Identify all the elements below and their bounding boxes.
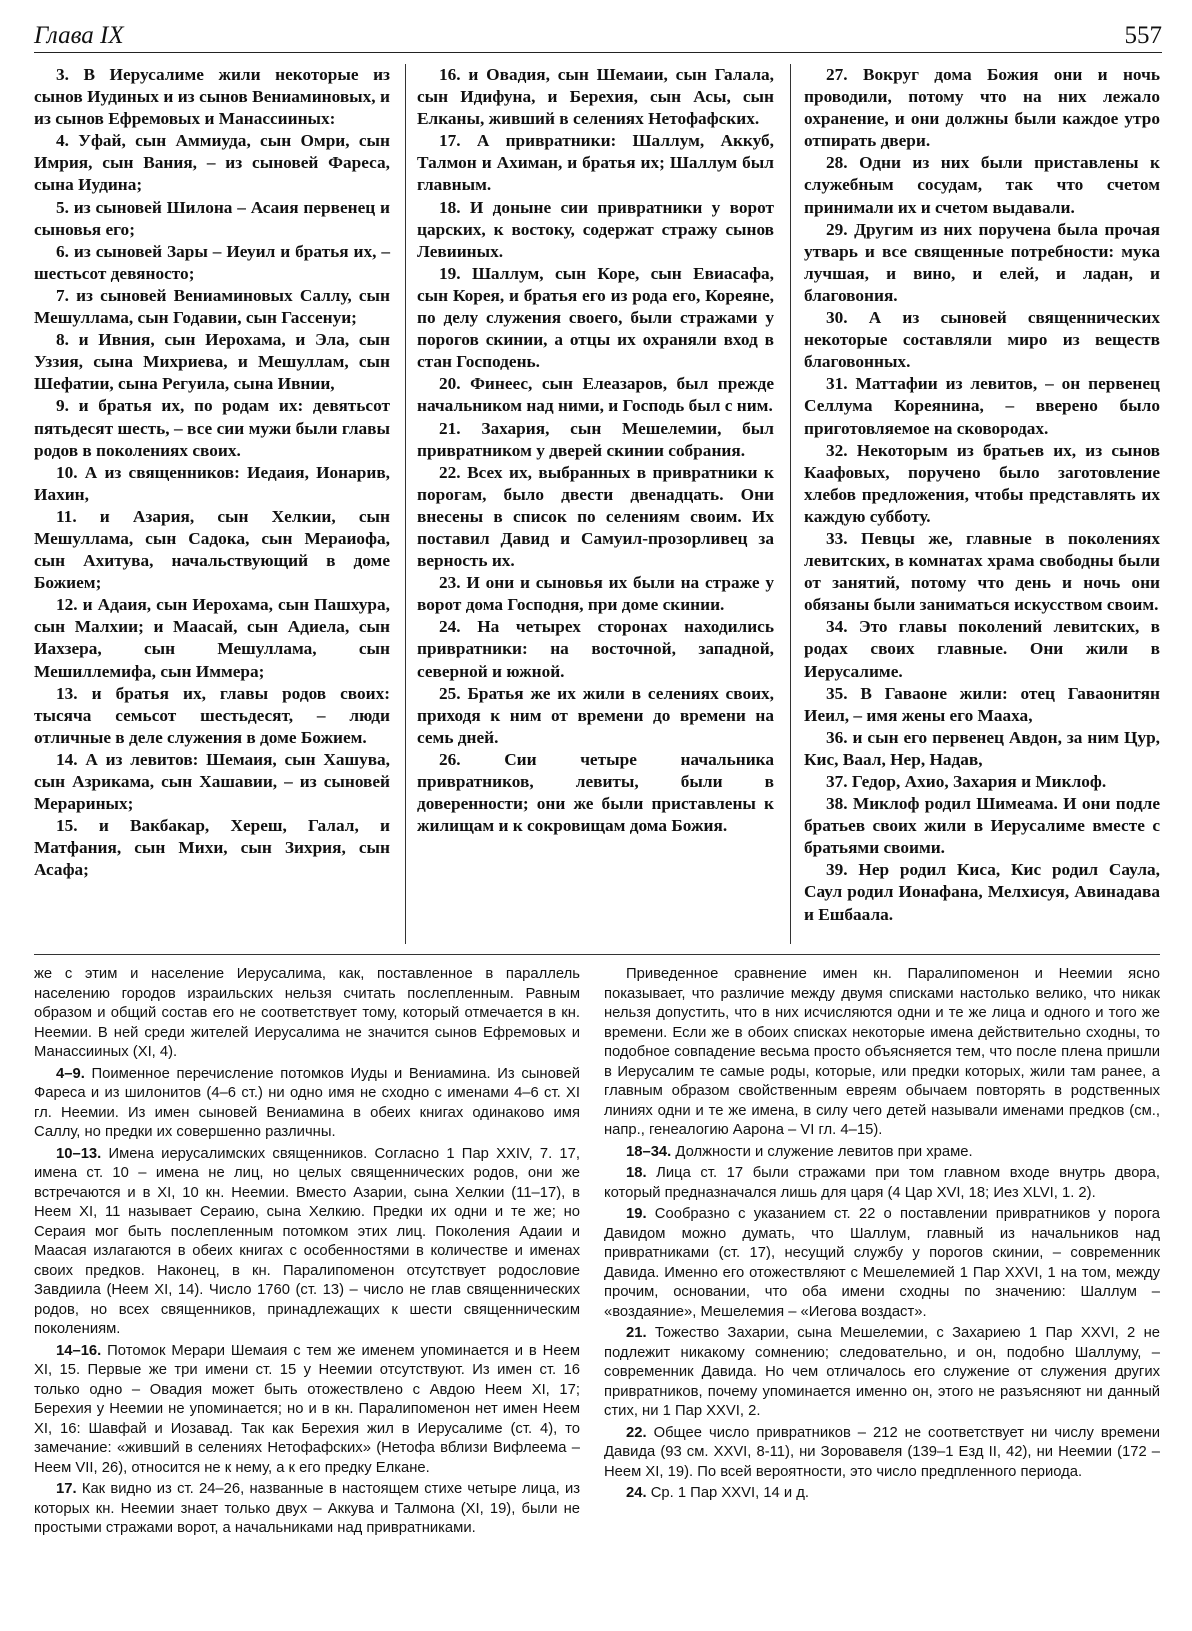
commentary-paragraph [604,1164,1160,1203]
verse: 5. из сыновей Шилона – Асаия первенец и сыновья его; [34,197,390,239]
verse: 25. Братья же их жили в селениях своих, приходя к ним от времени до времени на семь дней. [417,683,774,747]
verse: 13. и братья их, главы родов своих: тысяча семьсот шестьдесят, – люди отличные в деле служения в доме Божием. [34,683,390,747]
commentary-text: Общее число привратников – 212 не соответствует ни числу времени Давида (93 см. XXVI, 8-11), ни Зоровавеля (139–1 Езд II, 42), ни Неемии (172 – Неем XI, 19). По всей вероятности, это число предпленного периода. [604,1424,1160,1480]
running-header [34,18,1162,53]
commentary-column-right [604,965,1160,1506]
commentary-paragraph [34,1342,580,1479]
verse: 33. Певцы же, главные в поколениях левитских, в комнатах храма свободны были от занятий, потому что день и ночь они обязаны были заниматься искусством своим. [804,528,1160,615]
verse: 20. Финеес, сын Елеазаров, был прежде начальником над ними, и Господь был с ним. [417,374,774,416]
commentary-paragraph [34,1065,580,1143]
scripture-text [34,64,1160,946]
chapter-title: Глава IX [34,22,124,49]
commentary-text: Имена иерусалимских священников. Согласно 1 Пар XXIV, 7. 17, имена ст. 10 – имена не лиц, но целых священнических родов, они же встречаются и в XI, 10 кн. Неемии. Вместо Азарии, сына Хелкии (11–17), в Неем XI, 11 называет Сераию, сына Хелкию. Предки их одни и те же; но Сераия мог быть послепленным потомком этих лиц. Поколения Адаии и Маасая излагаются в обеих книгах с особенностями в количестве и именах своих предков. Наконец, в кн. Паралипоменон отсутствует родословие Завдиила (Неем XI, 14). Число 1760 (ст. 13) – число не глав священнических родов, но всех священников, принадлежащих к шести священническим поколениям. [34,1145,580,1337]
verse: 18. И доныне сии привратники у ворот царских, к востоку, содержат стражу сынов Левииных. [417,197,774,261]
commentary-text: же с этим и население Иерусалима, как, поставленное в параллель населению городов израильских нельзя считать послепленным. Равным образом и общий состав его не соответствует тому, который отмечается в кн. Неемии. В ней среди жителей Иерусалима не значится сынов Ефремовых и Манассииных (XI, 4). [34,966,580,1060]
verse: 37. Гедор, Ахио, Захария и Миклоф. [826,772,1107,791]
commentary-paragraph [34,1145,580,1340]
scripture-column-3 [804,64,1160,946]
verse: 9. и братья их, по родам их: девятьсот пятьдесят шесть, – все сии мужи были главы родов в поколениях своих. [34,396,390,460]
scripture-column-1 [34,64,390,946]
commentary-divider [34,954,1160,955]
verse: 6. из сыновей Зары – Иеуил и братья их, – шестьсот девяносто; [34,241,390,283]
verse: 36. и сын его первенец Авдон, за ним Цур, Кис, Ваал, Нер, Надав, [804,727,1160,769]
commentary-text: Потомок Мерари Шемаия с тем же именем упоминается и в Неем XI, 15. Первые же три имени ст. 15 у Неемии отсутствуют. Из имен ст. 16 только одно – Овадия может быть отожествлено с Авдою Неем XI, 17; Берехия у Неемии не упоминается; но и в кн. Паралипоменон нет имен Неем XI, 16: Шавфай и Иозавад. Так как Берехия жил в Иерусалиме (ст. 4), то замечание: «живший в селениях Нетофафских» (Нетофа вблизи Вифлеема – Неем VII, 26), относится не к нему, а к его предку Елкане. [34,1342,580,1476]
verse: 23. И они и сыновья их были на страже у ворот дома Господня, при доме скинии. [417,573,774,615]
verse: 35. В Гаваоне жили: отец Гаваонитян Иеил, – имя жены его Мааха, [804,683,1160,725]
commentary-paragraph [604,1143,1160,1163]
commentary-text: Поименное перечисление потомков Иуды и Вениамина. Из сыновей Фареса и из шилонитов (4–6 ст.) ни одно имя не сходно с именами 4–6 ст. XI гл. Неемии. Из имен сыновей Вениамина в обеих книгах одинаково имя Саллу, но предки их совершенно различны. [34,1065,580,1140]
verse: 17. А привратники: Шаллум, Аккуб, Талмон и Ахиман, и братья их; Шаллум был главным. [417,131,774,195]
verse: 28. Одни из них были приставлены к служебным сосудам, так что счетом принимали их и счетом выдавали. [804,153,1160,217]
commentary-ref: 18–34. [626,1143,672,1160]
column-divider [790,64,791,944]
verse: 29. Другим из них поручена была прочая утварь и все священные потребности: мука лучшая, и вино, и елей, и ладан, и благовония. [804,219,1160,305]
commentary-paragraph [604,1324,1160,1422]
verse: 12. и Адаия, сын Иерохама, сын Пашхура, сын Малхии; и Маасай, сын Адиела, сын Иахзера, сын Мешуллама, сын Мешиллемифа, сын Иммера; [34,595,390,681]
commentary-paragraph [34,1480,580,1539]
verse: 19. Шаллум, сын Коре, сын Евиасафа, сын Корея, и братья его из рода его, Кореяне, по делу служения своего, были стражами у порогов скинии, а отцы их охраняли вход в стан Господень. [417,263,774,372]
verse: 27. Вокруг дома Божия они и ночь проводили, потому что на них лежало охранение, и они должны были каждое утро отпирать двери. [804,65,1160,151]
commentary-paragraph [604,965,1160,1141]
verse: 10. А из священников: Иедаия, Ионарив, Иахин, [34,462,390,504]
verse: 31. Маттафии из левитов, – он первенец Селлума Кореянина, – вверено было приготовляемое на сковородах. [804,374,1160,438]
commentary-text: Лица ст. 17 были стражами при том главном входе внутрь двора, который предназначался лишь для царя (4 Цар XVI, 18; Иез XLVI, 1. 2). [604,1165,1160,1201]
verse: 34. Это главы поколений левитских, в родах своих главные. Они жили в Иерусалиме. [804,617,1160,681]
verse: 30. А из сыновей священнических некоторые составляли миро из веществ благовонных. [804,308,1160,372]
commentary-ref: 22. [626,1424,647,1441]
verse: 7. из сыновей Вениаминовых Саллу, сын Мешуллама, сын Годавии, сын Гассенуи; [34,285,390,328]
page-number: 557 [1124,22,1162,49]
commentary-ref: 4–9. [56,1065,85,1082]
column-divider [405,64,406,944]
verse: 11. и Азария, сын Хелкии, сын Мешуллама, сын Садока, сын Мераиофа, сын Ахитува, начальствующий в доме Божием; [34,506,390,593]
verse: 24. На четырех сторонах находились привратники: на восточной, западной, северной и южной. [417,617,774,681]
verse: 8. и Ивния, сын Иерохама, и Эла, сын Уззия, сына Михриева, и Мешуллам, сын Шефатии, сына Регуила, сына Ивнии, [34,330,390,394]
verse: 38. Миклоф родил Шимеама. И они подле братьев своих жили в Иерусалиме вместе с братьями своими. [804,794,1160,858]
commentary-ref: 19. [626,1206,647,1222]
commentary-column-left [34,965,580,1541]
commentary-ref: 24. [626,1485,647,1501]
commentary-ref: 21. [626,1325,647,1341]
commentary-text: Приведенное сравнение имен кн. Паралипоменон и Неемии ясно показывает, что различие между двумя списками настолько велико, что никак нельзя допустить, что в них исчисляются одни и те же лица и одного и того же времени. Если же в обоих списках некоторые имена действительно сходны, то подобное совпадение весьма просто объясняется тем, что после плена пришли в Иерусалим те самые роды, которые, или предки которых, жили там ранее, а главным образом свойственным евреям обычаем повторять в родственных линиях одни и те же имена, в силу чего детей называли именами предков (см., напр., генеалогию Аарона – VI гл. 4–15). [604,966,1160,1138]
verse: 32. Некоторым из братьев их, из сынов Каафовых, поручено было заготовление хлебов предложения, чтобы представлять их каждую субботу. [804,440,1160,526]
verse: 21. Захария, сын Мешелемии, был привратником у дверей скинии собрания. [417,418,774,460]
scripture-column-2 [417,64,774,946]
commentary-text: Как видно из ст. 24–26, названные в настоящем стихе четыре лица, из которых кн. Неемии знает только двух – Аккува и Талмона (XI, 19), были не простыми стражами ворот, а начальниками над привратниками. [34,1481,580,1536]
commentary-ref: 18. [626,1165,647,1181]
verse: 14. А из левитов: Шемаия, сын Хашува, сын Азрикама, сын Хашавии, – из сыновей Мерариных; [34,749,390,814]
commentary-ref: 17. [56,1481,77,1497]
verse: 16. и Овадия, сын Шемаии, сын Галала, сын Идифуна, и Берехия, сын Асы, сын Елканы, живший в селениях Нетофафских. [417,65,774,129]
commentary-paragraph [604,1205,1160,1322]
verse: 26. Сии четыре начальника привратников, левиты, были в доверенности; они же были приставлены к жилищам и к сокровищам дома Божия. [417,749,774,836]
verse: 4. Уфай, сын Аммиуда, сын Омри, сын Имрия, сын Вания, – из сыновей Фареса, сына Иудина; [34,131,390,195]
verse: 3. В Иерусалиме жили некоторые из сынов Иудиных и из сынов Вениаминовых, и из сынов Ефремовых и Манассииных: [34,65,390,129]
verse: 39. Нер родил Киса, Кис родил Саула, Саул родил Ионафана, Мелхисуя, Авинадава и Ешбаала. [804,860,1160,924]
verse: 22. Всех их, выбранных в привратники к порогам, было двести двенадцать. Они внесены в список по селениям своим. Их поставил Давид и Самуил-прозорливец за верность их. [417,462,774,571]
commentary-ref: 10–13. [56,1145,102,1162]
commentary-text: Сообразно с указанием ст. 22 о поставлении привратников у порога Давидом можно думать, что Шаллум, главный из начальников над привратниками (ст. 17), несущий службу у порогов скинии, – современник Давида. Именно его отожествляют с Мешелемией 1 Пар XXVI, 1 на том, между прочим, основании, что оба имени сходны по значению: Шаллум – «воздаяние», Мешелемия – «Иегова воздаст». [604,1206,1160,1320]
commentary-paragraph [34,965,580,1063]
commentary-paragraph [604,1484,1160,1504]
verse: 15. и Вакбакар, Хереш, Галал, и Матфания, сын Михи, сын Зихрия, сын Асафа; [34,816,390,880]
commentary-text: Тожество Захарии, сына Мешелемии, с Захариею 1 Пар XXVI, 2 не подлежит никакому сомнению; следовательно, и он, подобно Шаллуму, – современник Давида. Но чем отличалось его служение от служения других привратников, почему упоминается именно он, этого не разъясняют ни данный стих, ни 1 Пар XXVI, 2. [604,1325,1160,1419]
commentary-text: Должности и служение левитов при храме. [675,1143,973,1160]
commentary-ref: 14–16. [56,1342,102,1359]
commentary-text: Ср. 1 Пар XXVI, 14 и д. [650,1485,810,1501]
commentary-paragraph [604,1424,1160,1483]
